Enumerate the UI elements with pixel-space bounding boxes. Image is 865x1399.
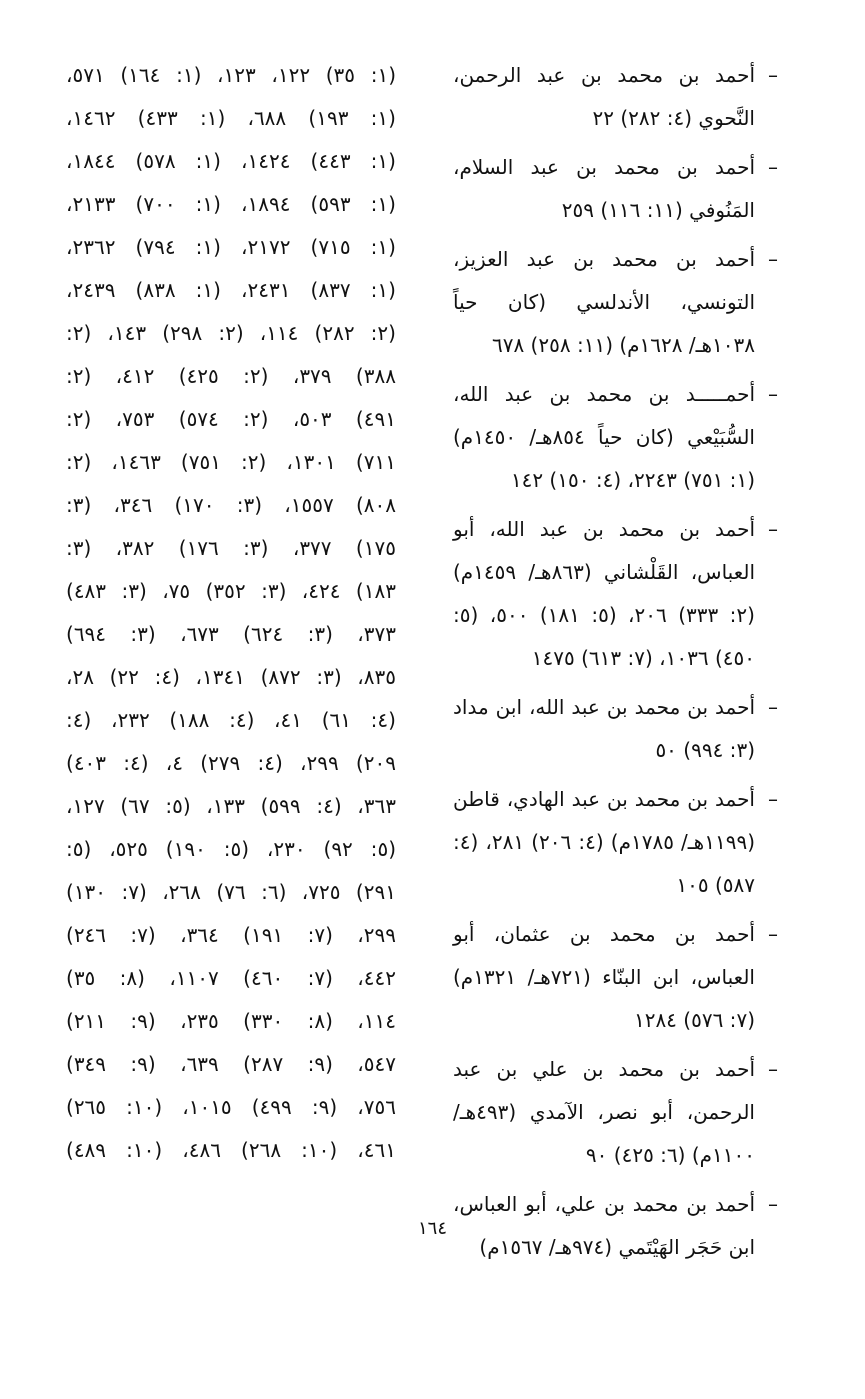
reference-line: ٢٩١) ٧٢٥، (٦: ٧٦) ٢٦٨، (٧: ١٣٠) — [66, 880, 396, 904]
entry-dash: – — [768, 1192, 778, 1216]
entry-dash: – — [768, 922, 778, 946]
index-entry — [453, 146, 783, 232]
reference-line: ١٧٥) ٣٧٧، (٣: ١٧٦) ٣٨٢، (٣: — [66, 536, 396, 560]
entry-dash: – — [768, 1057, 778, 1081]
entry-text: أحمد بن محمد بن علي، أبو العباس، ابن حَجَر الهَيْتَمي (٩٧٤هـ/ ١٥٦٧م) — [453, 1192, 755, 1259]
entry-text: أحمد بن محمد بن عبد السلام، المَنُوفي (١١: ١١٦) ٢٥٩ — [453, 155, 755, 222]
reference-line: ٤٤٢، (٧: ٤٦٠) ١١٠٧، (٨: ٣٥) — [66, 966, 396, 990]
entry-dash: – — [768, 247, 778, 271]
reference-line: (١: ٤٤٣) ١٤٢٤، (١: ٥٧٨) ١٨٤٤، — [66, 149, 396, 173]
entry-dash: – — [768, 382, 778, 406]
reference-line: (١: ٨٣٧) ٢٤٣١، (١: ٨٣٨) ٢٤٣٩، — [66, 278, 396, 302]
entry-text: أحمد بن محمد بن عبد الله، ابن مداد (٣: ٩٩٤) ٥٠ — [453, 695, 755, 762]
index-entry — [453, 238, 783, 367]
reference-line: ٤٩١) ٥٠٣، (٢: ٥٧٤) ٧٥٣، (٢: — [66, 407, 396, 431]
index-entry — [453, 1048, 783, 1177]
entry-dash: – — [768, 695, 778, 719]
reference-line: (١: ٧١٥) ٢١٧٢، (١: ٧٩٤) ٢٣٦٢، — [66, 235, 396, 259]
reference-line: (٢: ٢٨٢) ١١٤، (٢: ٢٩٨) ١٤٣، (٢: — [66, 321, 396, 345]
entry-dash: – — [768, 63, 778, 87]
reference-line: ٣٧٣، (٣: ٦٢٤) ٦٧٣، (٣: ٦٩٤) — [66, 622, 396, 646]
entry-dash: – — [768, 155, 778, 179]
reference-line: ٧١١) ١٣٠١، (٢: ٧٥١) ١٤٦٣، (٢: — [66, 450, 396, 474]
reference-line: (٥: ٩٢) ٢٣٠، (٥: ١٩٠) ٥٢٥، (٥: — [66, 837, 396, 861]
reference-line: ٧٥٦، (٩: ٤٩٩) ١٠١٥، (١٠: ٢٦٥) — [66, 1095, 396, 1119]
reference-line: ٨٠٨) ١٥٥٧، (٣: ١٧٠) ٣٤٦، (٣: — [66, 493, 396, 517]
reference-line: ٥٤٧، (٩: ٢٨٧) ٦٣٩، (٩: ٣٤٩) — [66, 1052, 396, 1076]
entry-text: أحمد بن محمد بن عبد الهادي، قاطن (١١٩٩هـ/ ١٧٨٥م) (٤: ٢٠٦) ٢٨١، (٤: ٥٨٧) ١٠٥ — [453, 787, 755, 897]
index-entry — [453, 686, 783, 772]
reference-line: ٣٨٨) ٣٧٩، (٢: ٤٢٥) ٤١٢، (٢: — [66, 364, 396, 388]
page-number: ١٦٤ — [417, 1218, 447, 1239]
entry-text: أحمد بن محمد بن عبد الله، أبو العباس، القَلْشاني (٨٦٣هـ/ ١٤٥٩م) (٢: ٣٣٣) ٢٠٦، (٥: ١٨١) ٥٠٠، (٥: ٤٥٠) ١٠٣٦، (٧: ٦١٣) ١٤٧٥ — [453, 517, 755, 670]
reference-line: ٢٩٩، (٧: ١٩١) ٣٦٤، (٧: ٢٤٦) — [66, 923, 396, 947]
index-entries-column — [453, 54, 783, 1275]
entry-text: أحمد بن محمد بن عبد العزيز، التونسي، الأندلسي (كان حياً ١٠٣٨هـ/ ١٦٢٨م) (١١: ٢٥٨) ٦٧٨ — [453, 247, 755, 357]
reference-line: (٤: ٦١) ٤١، (٤: ١٨٨) ٢٣٢، (٤: — [66, 708, 396, 732]
reference-line: (١: ١٩٣) ٦٨٨، (١: ٤٣٣) ١٤٦٢، — [66, 106, 396, 130]
references-column — [66, 54, 396, 1172]
entry-text: أحمد بن محمد بن عبد الرحمن، النَّحوي (٤: ٢٨٢) ٢٢ — [453, 63, 755, 130]
index-entry — [453, 508, 783, 680]
entry-dash: – — [768, 787, 778, 811]
reference-line: ١١٤، (٨: ٣٣٠) ٢٣٥، (٩: ٢١١) — [66, 1009, 396, 1033]
entry-dash: – — [768, 517, 778, 541]
reference-line: ١٨٣) ٤٢٤، (٣: ٣٥٢) ٧٥، (٣: ٤٨٣) — [66, 579, 396, 603]
reference-line: ٨٣٥، (٣: ٨٧٢) ١٣٤١، (٤: ٢٢) ٢٨، — [66, 665, 396, 689]
reference-line: ٤٦١، (١٠: ٢٦٨) ٤٨٦، (١٠: ٤٨٩) — [66, 1138, 396, 1162]
index-entry — [453, 913, 783, 1042]
entry-text: أحمـــــد بن محمد بن عبد الله، السُّبَيْعي (كان حياً ٨٥٤هـ/ ١٤٥٠م) (١: ٧٥١) ٢٢٤٣، (٤: ١٥٠) ١٤٢ — [453, 382, 755, 492]
reference-line: (١: ٥٩٣) ١٨٩٤، (١: ٧٠٠) ٢١٣٣، — [66, 192, 396, 216]
reference-line: ٣٦٣، (٤: ٥٩٩) ١٣٣، (٥: ٦٧) ١٢٧، — [66, 794, 396, 818]
entry-text: أحمد بن محمد بن علي بن عبد الرحمن، أبو نصر، الآمدي (٤٩٣هـ/ ١١٠٠م) (٦: ٤٢٥) ٩٠ — [453, 1057, 755, 1167]
reference-line: (١: ٣٥) ١٢٢، ١٢٣، (١: ١٦٤) ٥٧١، — [66, 63, 396, 87]
index-entry — [453, 54, 783, 140]
reference-line: ٢٠٩) ٢٩٩، (٤: ٢٧٩) ٤، (٤: ٤٠٣) — [66, 751, 396, 775]
index-entry — [453, 778, 783, 907]
index-entry — [453, 373, 783, 502]
entry-text: أحمد بن محمد بن عثمان، أبو العباس، ابن البنّاء (٧٢١هـ/ ١٣٢١م) (٧: ٥٧٦) ١٢٨٤ — [453, 922, 755, 1032]
